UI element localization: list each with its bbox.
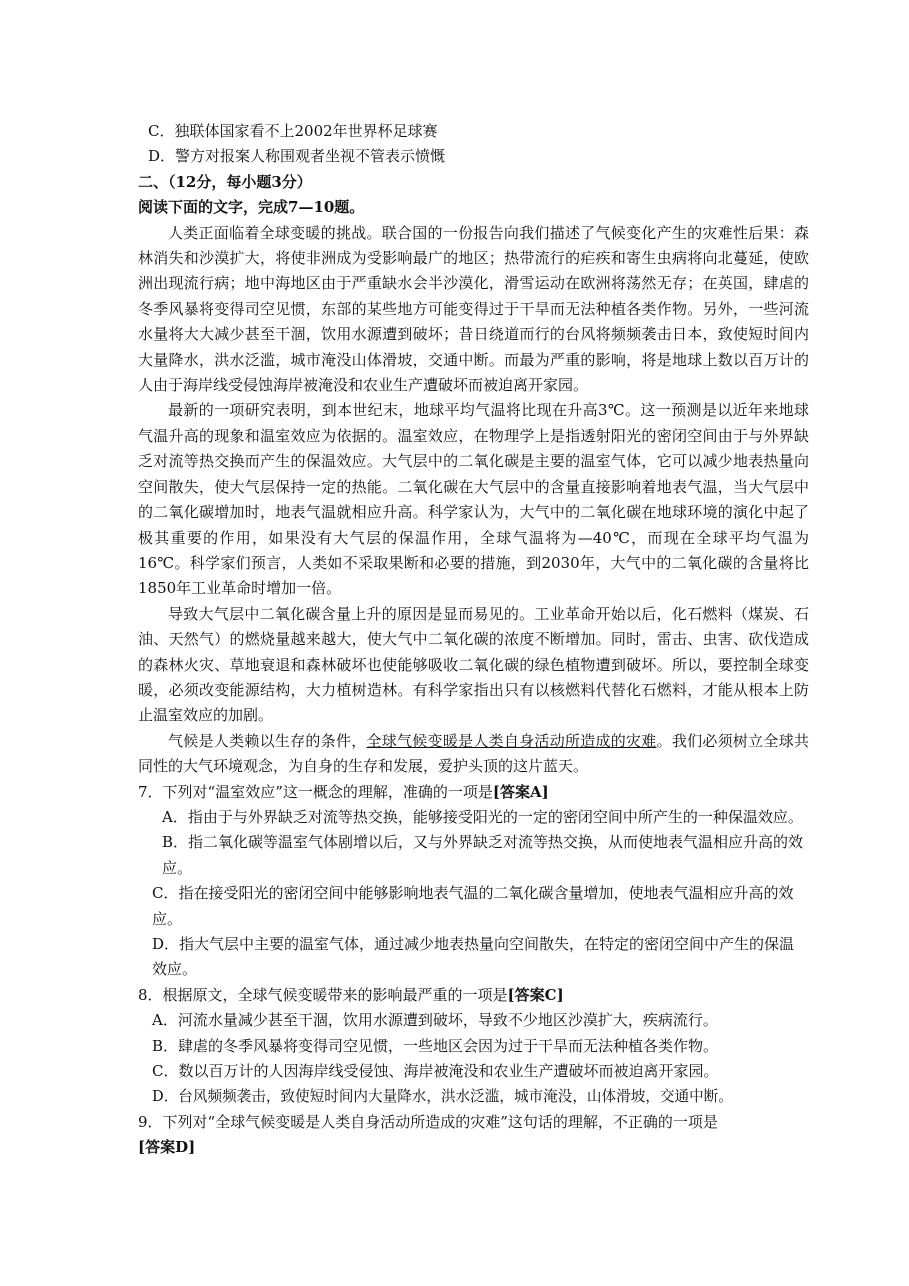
- passage-paragraph-4: [138, 729, 809, 780]
- question-7-option-a: A．指由于与外界缺乏对流等热交换，能够接受阳光的一定的密闭空间中所产生的一种保温效应。: [162, 807, 803, 826]
- question-8-answer: [答案C]: [507, 985, 564, 1004]
- passage-paragraph-3: 导致大气层中二氧化碳含量上升的原因是显而易见的。工业革命开始以后，化石燃料（煤炭、石油、天然气）的燃烧量越来越大，使大气中二氧化碳的浓度不断增加。同时，雷击、虫害、砍伐造成的森林火灾、草地衰退和森林破坏也使能够吸收二氧化碳的绿色植物遭到破坏。所以，要控制全球变暖，必须改变能源结构，大力植树造林。有科学家指出只有以核燃料代替化石燃料，才能从根本上防止温室效应的加剧。: [138, 604, 809, 725]
- passage-paragraph-2: 最新的一项研究表明，到本世纪末，地球平均气温将比现在升高3℃。这一预测是以近年来地球气温升高的现象和温室效应为依据的。温室效应，在物理学上是指透射阳光的密闭空间由于与外界缺乏对流等热交换而产生的保温效应。大气层中的二氧化碳是主要的温室气体，它可以减少地表热量向空间散失，使大气层保持一定的热能。二氧化碳在大气层中的含量直接影响着地表气温，当大气层中的二氧化碳增加时，地表气温就相应升高。科学家认为，大气中的二氧化碳在地球环境的演化中起了极其重要的作用，如果没有大气层的保温作用，全球气温将为—40℃，而现在全球平均气温为16℃。科学家们预言，人类如不采取果断和必要的措施，到2030年，大气中的二氧化碳的含量将比1850年工业革命时增加一倍。: [138, 401, 809, 598]
- question-8-option-a: A．河流水量减少甚至干涸，饮用水源遭到破坏，导致不少地区沙漠扩大，疾病流行。: [152, 1011, 718, 1030]
- question-8-option-b: B．肆虐的冬季风暴将变得司空见惯，一些地区会因为过于干旱而无法种植各类作物。: [152, 1036, 719, 1055]
- question-7-option-b: B．指二氧化碳等温室气体剧增以后，又与外界缺乏对流等热交换，从而使地表气温相应升高的效应。: [162, 833, 804, 877]
- section-heading: 二、（12分，每小题3分）: [138, 172, 312, 191]
- question-8: [138, 983, 809, 1008]
- question-7-answer: [答案A]: [492, 782, 549, 801]
- section-instruction: 阅读下面的文字，完成7—10题。: [138, 198, 365, 217]
- question-7-option-d: D．指大气层中主要的温室气体，通过减少地表热量向空间散失，在特定的密闭空间中产生的保温效应。: [152, 935, 795, 979]
- question-9-stem: 9．下列对“全球气候变暖是人类自身活动所造成的灾难”这句话的理解，不正确的一项是: [138, 1112, 718, 1131]
- question-8-option-c: C．数以百万计的人因海岸线受侵蚀、海岸被淹没和农业生产遭破坏而被迫离开家园。: [152, 1062, 719, 1081]
- p4-underlined-sentence: 全球气候变暖是人类自身活动所造成的灾难: [366, 731, 657, 750]
- prev-option-d: D．警方对报案人称围观者坐视不管表示愤慨: [148, 147, 446, 166]
- prev-option-c: C．独联体国家看不上2002年世界杯足球赛: [148, 122, 438, 140]
- question-8-option-d: D．台风频频袭击，致使短时间内大量降水，洪水泛滥，城市淹没，山体滑坡，交通中断。: [152, 1088, 733, 1106]
- passage-paragraph-1: 人类正面临着全球变暖的挑战。联合国的一份报告向我们描述了气候变化产生的灾难性后果：森林消失和沙漠扩大，将使非洲成为受影响最广的地区；热带流行的疟疾和寄生虫病将向北蔓延，使欧洲出现流行病；地中海地区由于严重缺水会半沙漠化，滑雪运动在欧洲将荡然无存；在英国，肆虐的冬季风暴将变得司空见惯，东部的某些地方可能变得过于干旱而无法种植各类作物。另外，一些河流水量将大大减少甚至干涸，饮用水源遭到破坏；昔日绕道而行的台风将频频袭击日本，致使短时间内大量降水，洪水泛滥，城市淹没山体滑坡，交通中断。而最为严重的影响，将是地球上数以百万计的人由于海岸线受侵蚀海岸被淹没和农业生产遭破坏而被迫离开家园。: [138, 223, 809, 395]
- question-8-stem: 8．根据原文，全球气候变暖带来的影响最严重的一项是: [138, 985, 508, 1004]
- question-7-option-c: C．指在接受阳光的密闭空间中能够影响地表气温的二氧化碳含量增加，使地表气温相应升高的效应。: [152, 884, 794, 928]
- p4-after: 。我们必须树立全球共同性的大气环境观念，为自身的生存和发展，爱护头顶的这片蓝天。: [138, 731, 809, 776]
- question-9-answer: [答案D]: [138, 1138, 196, 1157]
- p4-before: 气候是人类赖以生存的条件，: [168, 731, 367, 750]
- question-7: [138, 780, 809, 805]
- question-7-stem: 7．下列对“温室效应”这一概念的理解，准确的一项是: [138, 782, 493, 801]
- question-9: [138, 1110, 809, 1135]
